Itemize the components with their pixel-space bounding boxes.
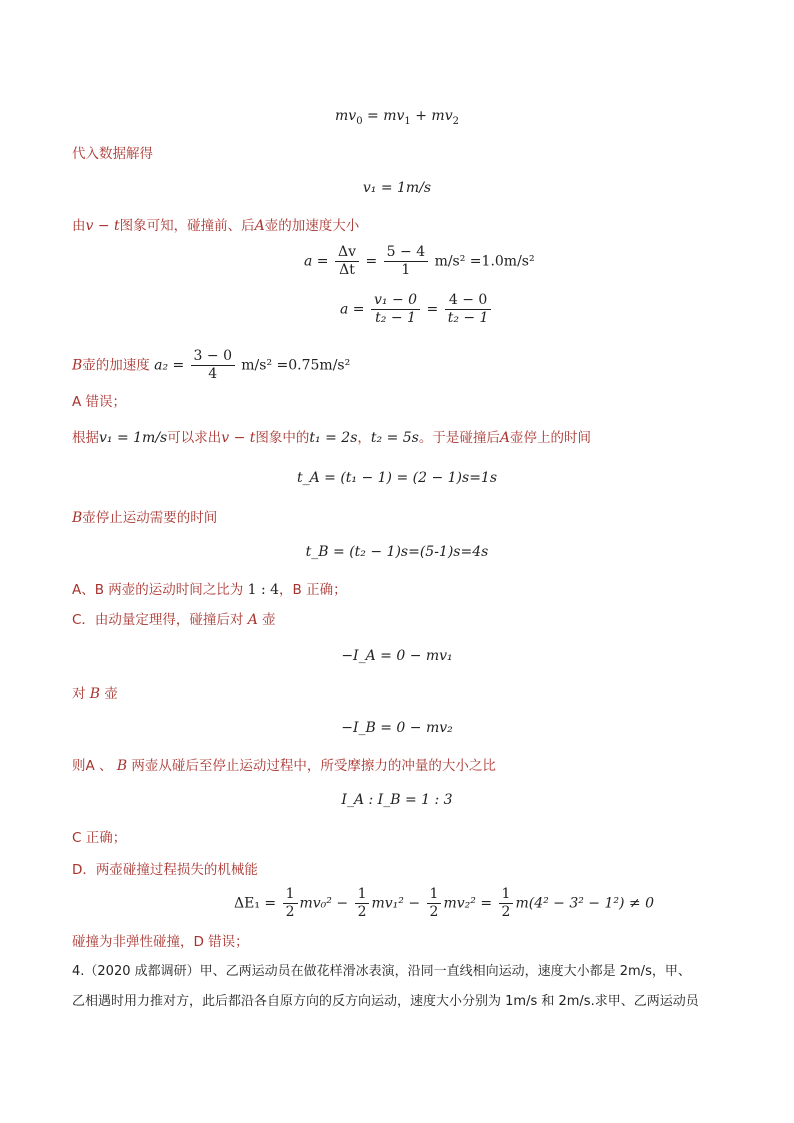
- text-seg: ，B 正确；: [279, 582, 347, 598]
- fraction: [191, 348, 235, 383]
- text-seg: 图象中的: [255, 430, 310, 446]
- text-seg: v₁ = 1m/s: [99, 430, 168, 446]
- text-c-right: C 正确；: [72, 830, 127, 846]
- text-inelastic: 碰撞为非弹性碰撞，D 错误；: [72, 934, 249, 950]
- eq-term: =: [480, 895, 493, 912]
- eq-term: ΔE₁ =: [234, 895, 277, 912]
- text-seg: 1 : 4: [247, 582, 280, 598]
- numerator: 1: [427, 886, 442, 904]
- equation-acceleration-a-second: [340, 292, 493, 327]
- equation-energy-loss: [234, 886, 654, 921]
- eq-term: m/s² =1.0m/s²: [434, 253, 535, 270]
- text-seg: t₁ = 2s: [309, 430, 358, 446]
- equation-I-ratio: I_A : I_B = 1 : 3: [341, 792, 453, 808]
- text-seg: B: [116, 758, 128, 774]
- numerator: Δv: [335, 244, 359, 262]
- text-c-impulse: [72, 610, 276, 630]
- eq-term: a₂ =: [154, 357, 185, 374]
- fraction: [384, 244, 428, 279]
- denominator: 2: [501, 904, 511, 920]
- denominator: t₂ − 1: [375, 310, 416, 326]
- text-seg: A: [254, 218, 265, 234]
- denominator: Δt: [339, 262, 355, 278]
- eq-term: =: [365, 253, 378, 270]
- eq-term: a =: [304, 253, 329, 270]
- text-impulse-ratio: [72, 756, 496, 776]
- text-seg: 根据: [72, 430, 99, 446]
- eq-term: mv₂²: [443, 895, 476, 912]
- denominator: 2: [357, 904, 367, 920]
- numerator: 1: [283, 886, 298, 904]
- eq-term: m(4² − 3² − 1²) ≠ 0: [515, 895, 655, 912]
- numerator: 1: [355, 886, 370, 904]
- numerator: 3 − 0: [191, 348, 235, 366]
- text-dui-b: [72, 684, 118, 704]
- denominator: 2: [285, 904, 295, 920]
- text-d-energy: D．两壶碰撞过程损失的机械能: [72, 862, 258, 878]
- text-a-wrong: A 错误；: [72, 394, 127, 410]
- fraction: [371, 292, 420, 327]
- fraction: [283, 886, 298, 921]
- equation-tA: t_A = (t₁ − 1) = (2 − 1)s=1s: [296, 470, 498, 486]
- denominator: 1: [401, 262, 411, 278]
- fraction: [445, 292, 492, 327]
- text-seg: 壶: [104, 686, 118, 702]
- text-seg: 两壶从碰后至停止运动过程中，所受摩擦力的冲量的大小之比: [131, 758, 496, 774]
- eq-term: −: [408, 895, 421, 912]
- text-b-acceleration: [72, 348, 350, 383]
- text-seg: A、B 两壶的运动时间之比为: [72, 582, 244, 598]
- text-seg: 图象可知，碰撞前、后: [119, 218, 255, 234]
- text-seg: C．由动量定理得，碰撞后对: [72, 612, 244, 628]
- text-seg: 由: [72, 218, 86, 234]
- equation-IB: −I_B = 0 − mv₂: [341, 720, 453, 736]
- equation-acceleration-a: [304, 244, 535, 279]
- text-seg: v − t: [85, 218, 120, 234]
- text-seg: 壶停止运动需要的时间: [82, 510, 218, 526]
- equation-momentum-conservation: $mv_0 = mv_1 + mv_2$: [335, 108, 459, 127]
- text-seg: A: [247, 612, 258, 628]
- text-seg: 壶的加速度: [82, 357, 150, 374]
- eq-sub: 0: [356, 115, 363, 127]
- text-seg: 壶停上的时间: [509, 430, 591, 446]
- fraction: [335, 244, 359, 279]
- text-seg: 可以求出: [167, 430, 222, 446]
- equation-IA: −I_A = 0 − mv₁: [341, 648, 453, 664]
- eq-term: −: [336, 895, 349, 912]
- text-seg: 。于是碰撞后: [418, 430, 500, 446]
- text-seg: B: [72, 357, 83, 374]
- denominator: t₂ − 1: [447, 310, 489, 326]
- eq-sub: 2: [452, 115, 459, 127]
- numerator: 4 − 0: [445, 292, 492, 310]
- text-vt-graph: [72, 216, 359, 236]
- denominator: 4: [208, 366, 218, 382]
- eq-term: mv: [383, 108, 405, 124]
- text-seg: ，: [357, 430, 371, 446]
- text-from-v1: [72, 428, 591, 448]
- eq-sub: 1: [404, 115, 411, 127]
- eq-term: =: [426, 301, 439, 318]
- text-seg: B: [89, 686, 101, 702]
- eq-term: m/s² =0.75m/s²: [241, 357, 351, 374]
- text-seg: 壶: [262, 612, 276, 628]
- problem-4-line-2: 乙相遇时用力推对方，此后都沿各自原方向的反方向运动，速度大小分别为 1m/s 和 2m/s.求甲、乙两运动员: [72, 994, 699, 1009]
- text-seg: 则A 、: [72, 758, 113, 774]
- text-substitute: 代入数据解得: [72, 146, 153, 162]
- text-seg: A: [499, 430, 510, 446]
- text-time-ratio: [72, 580, 347, 600]
- text-seg: B: [72, 510, 83, 526]
- eq-term: mv₁²: [371, 895, 404, 912]
- numerator: 1: [499, 886, 514, 904]
- text-b-stop: [72, 508, 217, 528]
- fraction: [355, 886, 370, 921]
- fraction: [499, 886, 514, 921]
- text-seg: 壶的加速度大小: [264, 218, 360, 234]
- eq-term: mv: [335, 108, 357, 124]
- text-seg: 对: [72, 686, 86, 702]
- equation-tB: t_B = (t₂ − 1)s=(5-1)s=4s: [305, 544, 489, 560]
- eq-term: mv₀²: [299, 895, 332, 912]
- eq-term: a =: [340, 301, 365, 318]
- text-seg: t₂ = 5s: [370, 430, 419, 446]
- numerator: 5 − 4: [384, 244, 428, 262]
- equation-v1: v₁ = 1m/s: [362, 180, 432, 196]
- text-seg: v − t: [221, 430, 256, 446]
- problem-4-line-1: 4.（2020 成都调研）甲、乙两运动员在做花样滑冰表演，沿同一直线相向运动，速度大小都是 2m/s，甲、: [72, 964, 691, 979]
- eq-term: mv: [431, 108, 453, 124]
- denominator: 2: [429, 904, 439, 920]
- numerator: v₁ − 0: [371, 292, 420, 310]
- fraction: [427, 886, 442, 921]
